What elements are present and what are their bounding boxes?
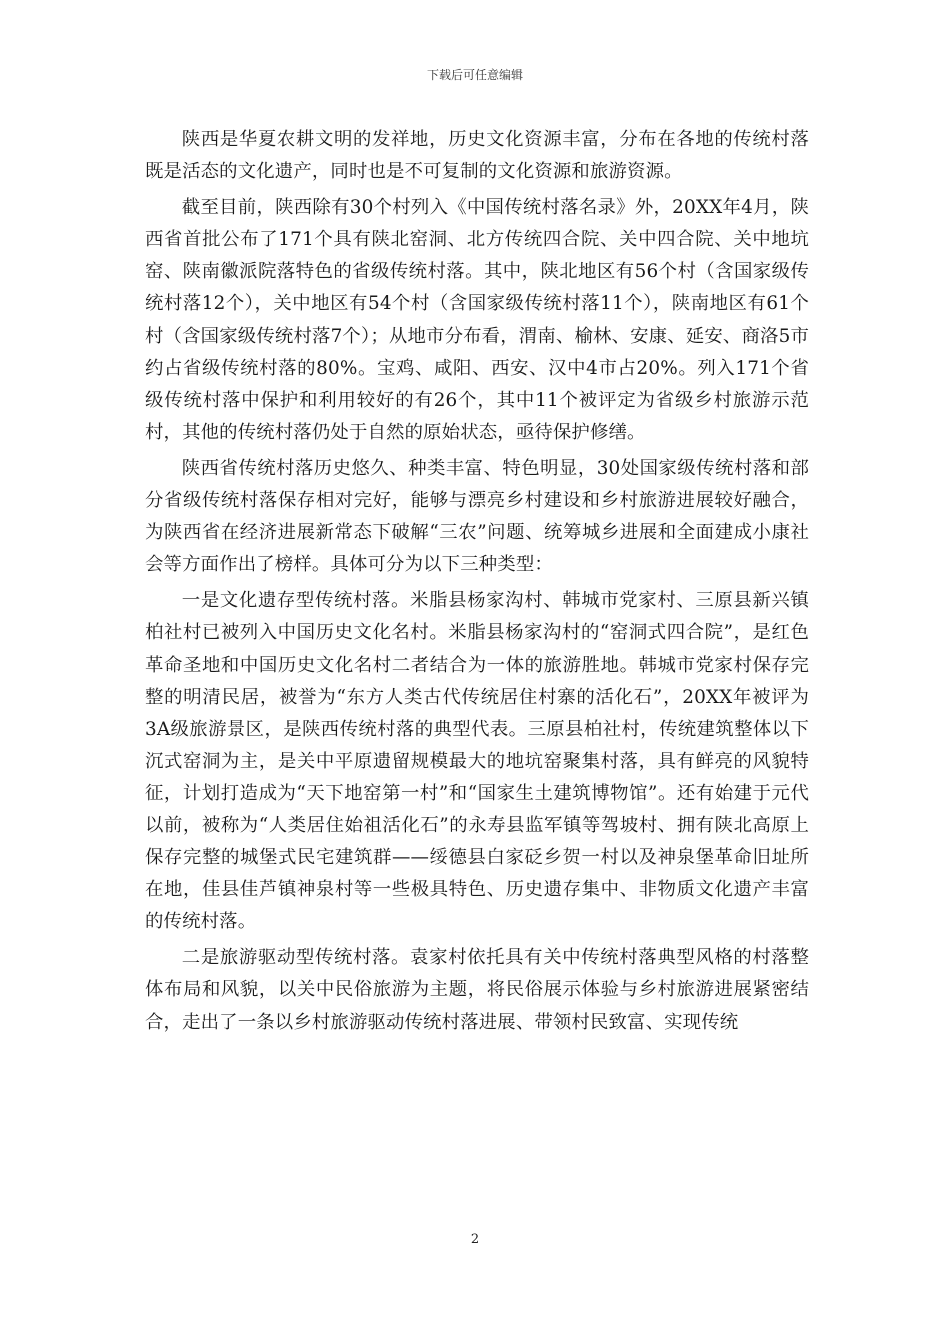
document-body <box>145 124 809 1043</box>
paragraph: 截至目前，陕西除有30个村列入《中国传统村落名录》外，20XX年4月，陕西省首批公布了171个具有陕北窑洞、北方传统四合院、关中四合院、关中地坑窑、陕南徽派院落特色的省级传统村落。其中，陕北地区有56个村（含国家级传统村落12个），关中地区有54个村（含国家级传统村落11个），陕南地区有61个村（含国家级传统村落7个）；从地市分布看，渭南、榆林、安康、延安、商洛5市约占省级传统村落的80%。宝鸡、咸阳、西安、汉中4市占20%。列入171个省级传统村落中保护和利用较好的有26个，其中11个被评定为省级乡村旅游示范村，其他的传统村落仍处于自然的原始状态，亟待保护修缮。 <box>145 197 809 443</box>
paragraph: 陕西是华夏农耕文明的发祥地，历史文化资源丰富，分布在各地的传统村落既是活态的文化遗产，同时也是不可复制的文化资源和旅游资源。 <box>145 129 809 183</box>
page-number: 2 <box>470 1232 480 1247</box>
paragraph: 二是旅游驱动型传统村落。袁家村依托具有关中传统村落典型风格的村落整体布局和风貌，以关中民俗旅游为主题，将民俗展示体验与乡村旅游进展紧密结合，走出了一条以乡村旅游驱动传统村落进展、带领村民致富、实现传统 <box>145 947 809 1033</box>
paragraph: 一是文化遗存型传统村落。米脂县杨家沟村、韩城市党家村、三原县新兴镇柏社村已被列入中国历史文化名村。米脂县杨家沟村的“窑洞式四合院”，是红色革命圣地和中国历史文化名村二者结合为一体的旅游胜地。韩城市党家村保存完整的明清民居，被誉为“东方人类古代传统居住村寨的活化石”，20XX年被评为3A级旅游景区，是陕西传统村落的典型代表。三原县柏社村，传统建筑整体以下沉式窑洞为主，是关中平原遗留规模最大的地坑窑聚集村落，具有鲜亮的风貌特征，计划打造成为“天下地窑第一村”和“国家生土建筑博物馆”。还有始建于元代以前，被称为“人类居住始祖活化石”的永寿县监军镇等驾坡村、拥有陕北高原上保存完整的城堡式民宅建筑群——绥德县白家砭乡贺一村以及神泉堡革命旧址所在地，佳县佳芦镇神泉村等一些极具特色、历史遗存集中、非物质文化遗产丰富的传统村落。 <box>145 590 809 933</box>
paragraph: 陕西省传统村落历史悠久、种类丰富、特色明显，30处国家级传统村落和部分省级传统村落保存相对完好，能够与漂亮乡村建设和乡村旅游进展较好融合，为陕西省在经济进展新常态下破解“三农”问题、统筹城乡进展和全面建成小康社会等方面作出了榜样。具体可分为以下三种类型： <box>145 457 809 576</box>
page-header: 下载后可任意编辑 <box>426 68 523 82</box>
